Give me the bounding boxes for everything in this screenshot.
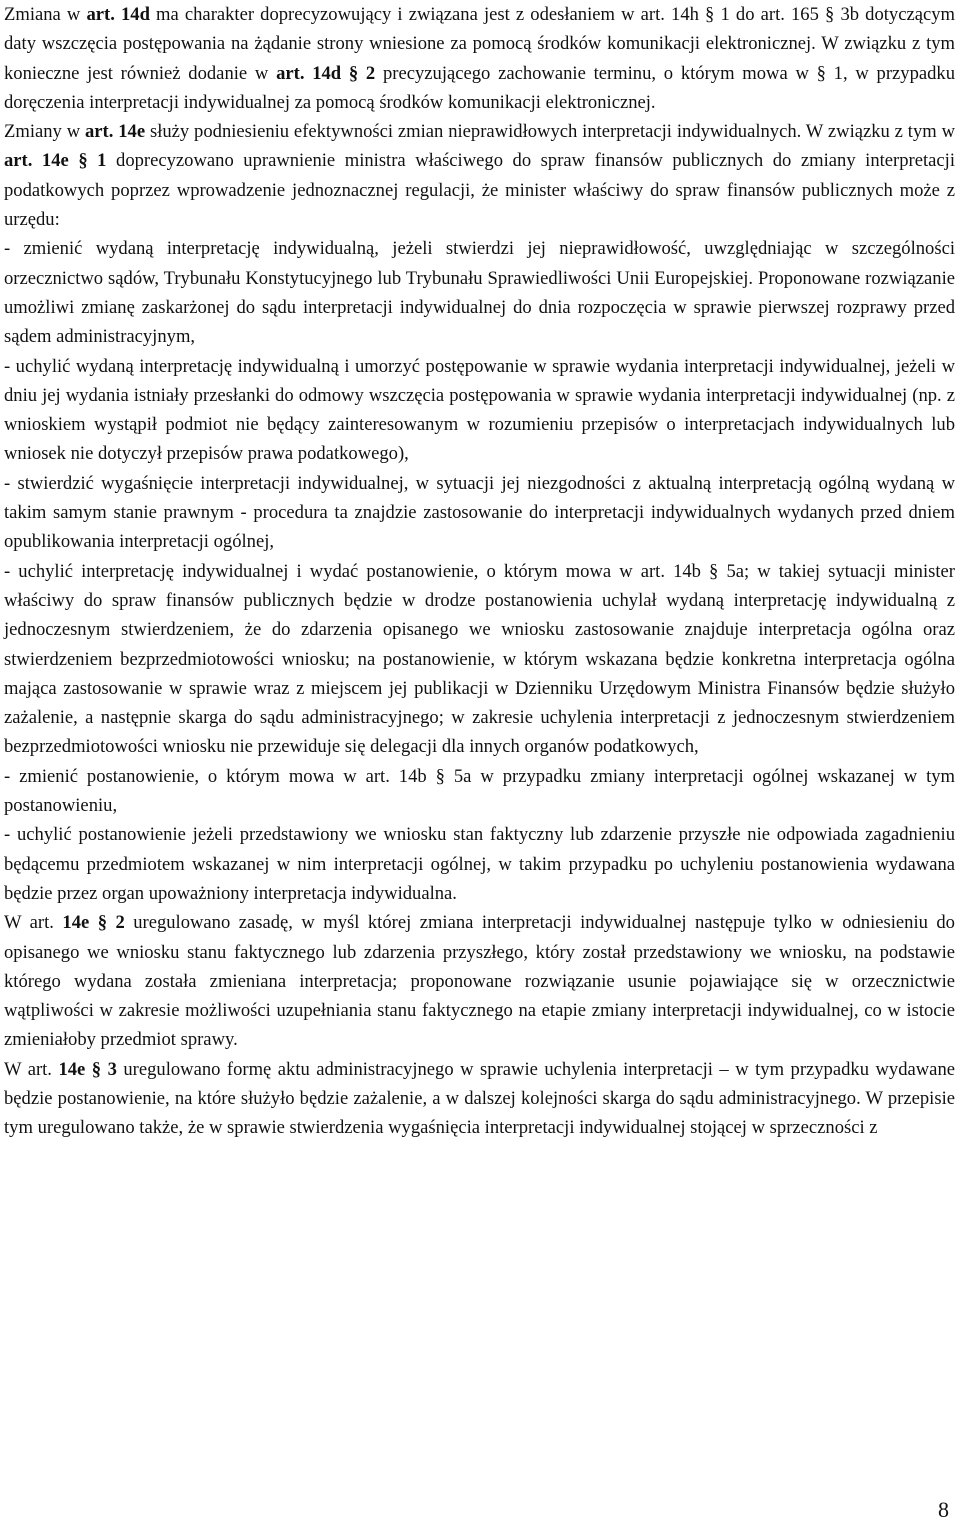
bold-reference: 14e § 3 xyxy=(58,1058,117,1080)
paragraph xyxy=(4,820,955,908)
bold-reference: art. 14d xyxy=(86,4,150,25)
bold-reference: art. 14d § 2 xyxy=(276,62,376,84)
paragraph xyxy=(4,234,955,351)
document-page xyxy=(4,0,955,1537)
text-run: ma charakter doprecyzowujący i związana jest z odesłaniem w art. 14h § 1 do art. 165 § 3b dotyczącym daty wszczęcia postępowania na żądanie strony wniesione za pomocą środków komunikacji elektronicznej. W związku z tym konieczne jest również dodanie w xyxy=(4,4,955,84)
text-run: uregulowano zasadę, w myśl której zmiana interpretacji indywidualnej następuje tylko w odniesieniu do opisanego we wniosku stanu faktycznego lub zdarzenia przyszłego, który został przedstawiony we wniosku, na podstawie którego wydana została zmieniana interpretacja; proponowane rozwiązanie usunie pojawiające się w orzecznictwie wątpliwości w zakresie możliwości uzupełniania stanu faktycznego na etapie zmiany interpretacji indywidualnej, co w istocie zmieniałoby przedmiot sprawy. xyxy=(4,912,955,1051)
bold-reference: art. 14e xyxy=(84,121,146,143)
bold-reference: art. 14e § 1 xyxy=(4,150,107,172)
text-run: W art. xyxy=(4,912,63,934)
text-run: - uchylić wydaną interpretację indywidualną i umorzyć postępowanie w sprawie wydania interpretacji indywidualnej, jeżeli w dniu jej wydania istniały przesłanki do odmowy wszczęcia postępowania w sprawie wydania interpretacji indywidualnej (np. z wnioskiem wystąpił podmiot nie będący zainteresowanym w rozumieniu przepisów o interpretacjach indywidualnych lub wniosek nie dotyczył przepisów prawa podatkowego), xyxy=(4,355,955,465)
text-run: W art. xyxy=(4,1058,59,1080)
text-run: precyzującego zachowanie terminu, o którym mowa w § 1, w przypadku doręczenia interpretacji indywidualnej za pomocą środków komunikacji elektronicznej. xyxy=(4,62,956,113)
text-run: służy podniesieniu efektywności zmian nieprawidłowych interpretacji indywidualnych. W związku z tym w xyxy=(145,121,956,143)
document-body xyxy=(4,0,955,1143)
text-run: Zmiany w xyxy=(4,121,85,143)
text-run: - uchylić interpretację indywidualnej i wydać postanowienie, o którym mowa w art. 14b § 5a; w takiej sytuacji minister właściwy do spraw finansów publicznych będzie w drodze postanowienia uchylał wydaną interpretację indywidualną z jednoczesnym stwierdzeniem, że do zdarzenia opisanego we wniosku zastosowanie znajduje interpretacja ogólna oraz stwierdzeniem bezprzedmiotowości wniosku; na postanowienie, w którym wskazana będzie konkretna interpretacja ogólna mająca zastosowanie w sprawie wraz z miejscem jej publikacji w Dzienniku Urzędowym Ministra Finansów będzie służyło zażalenie, a następnie skarga do sądu administracyjnego; w zakresie uchylenia interpretacji z jednoczesnym stwierdzeniem bezprzedmiotowości wniosku nie przewiduje się delegacji dla innych organów podatkowych, xyxy=(4,560,955,758)
paragraph xyxy=(4,557,955,762)
paragraph xyxy=(4,352,955,469)
paragraph xyxy=(4,117,955,234)
paragraph xyxy=(4,762,955,821)
bold-reference: 14e § 2 xyxy=(62,912,125,934)
text-run: - uchylić postanowienie jeżeli przedstawiony we wniosku stan faktyczny lub zdarzenie przyszłe nie odpowiada zagadnieniu będącemu przedmiotem wskazanej w nim interpretacji ogólnej, w takim przypadku po uchyleniu postanowienia wydawana będzie przez organ upoważniony interpretacja indywidualna. xyxy=(4,824,955,904)
paragraph xyxy=(4,1055,955,1143)
text-run: doprecyzowano uprawnienie ministra właściwego do spraw finansów publicznych do zmiany interpretacji podatkowych poprzez wprowadzenie jednoznacznej regulacji, że minister właściwy do spraw finansów publicznych może z urzędu: xyxy=(4,150,955,231)
paragraph xyxy=(4,908,955,1054)
paragraph xyxy=(4,469,955,557)
paragraph xyxy=(4,0,955,117)
text-run: - zmienić wydaną interpretację indywidualną, jeżeli stwierdzi jej nieprawidłowość, uwzględniając w szczególności orzecznictwo sądów, Trybunału Konstytucyjnego lub Trybunału Sprawiedliwości Unii Europejskiej. Proponowane rozwiązanie umożliwi zmianę zaskarżonej do sądu interpretacji indywidualnej do dnia rozpoczęcia w sprawie pierwszej rozprawy przed sądem administracyjnym, xyxy=(4,238,955,348)
page-number: 8 xyxy=(938,1497,949,1522)
text-run: - stwierdzić wygaśnięcie interpretacji indywidualnej, w sytuacji jej niezgodności z aktualną interpretacją ogólną wydaną w takim samym stanie prawnym - procedura ta znajdzie zastosowanie do interpretacji indywidualnych wydanych przed dniem opublikowania interpretacji ogólnej, xyxy=(4,472,955,553)
text-run: Zmiana w xyxy=(4,4,87,25)
text-run: uregulowano formę aktu administracyjnego w sprawie uchylenia interpretacji – w tym przypadku wydawane będzie postanowienie, na które służyło będzie zażalenie, a w dalszej kolejności skarga do sądu administracyjnego. W przepisie tym uregulowano także, że w sprawie stwierdzenia wygaśnięcia interpretacji indywidualnej stojącej w sprzeczności z xyxy=(4,1058,955,1139)
text-run: - zmienić postanowienie, o którym mowa w art. 14b § 5a w przypadku zmiany interpretacji ogólnej wskazanej w tym postanowieniu, xyxy=(4,765,955,817)
